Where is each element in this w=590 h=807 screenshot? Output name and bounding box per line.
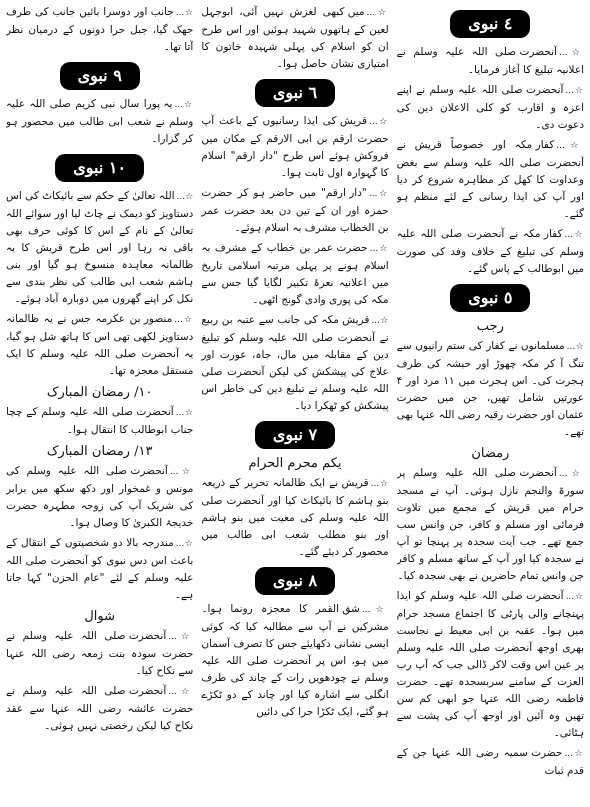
event-text: آنحضرت صلی اللہ علیہ وسلم کے چچا جناب ابوطالب کا انتقال ہوا۔ [6, 406, 194, 436]
section [397, 10, 584, 278]
month-heading: شوال [84, 609, 116, 624]
section [6, 384, 193, 439]
event-text: منصور بن عکرمہ جس نے یہ ظالمانہ دستاویز لکھی تھی اس کا ہاتھ شل ہو گیا، یہ آنحضرت صلی اللہ علیہ وسلم کا ایک مستقل معجزہ تھا۔ [6, 313, 194, 377]
star-icon: ☆... [564, 230, 584, 240]
event-text: قریش کی ایذا رسانیوں کے باعث آپ حضرت ارقم بن ابی الارقم کے مکان میں فروکش ہوئے اس طرح "دار ارقم" اسلام کا گہوارہ اول ثابت ہوا۔ [201, 115, 389, 179]
section [6, 62, 193, 148]
event-text: آنحضرت صلی اللہ علیہ وسلم کو ایذا پہنچانے والی پارٹی کا اجتماع مسجد حرام میں ہوا۔ عقبہ بن ابی معیط نے نجاست بھری اوجھ آنحضرت صلی اللہ علیہ وسلم پر عین اس وقت لاکر ڈالی جب کہ آپ رب العزت کے سامنے سربسجدہ تھے۔ حضرت فاطمہ رضی اللہ عنہا جو ابھی کم سن تھیں وہ آئیں اور اوجھ آپ کی پشت سے ہٹائی۔ [396, 590, 584, 739]
event-text: میں کبھی لغزش نہیں آئی، ابوجہل لعین کے ہاتھوں شہید ہوئیں اور اس طرح ان کو اسلام کی پہلی شہیدہ خاتون کا امتیازی نشان حاصل ہوا۔ [201, 6, 389, 70]
star-icon: ☆... [370, 479, 389, 489]
event-paragraph [6, 683, 193, 735]
month-heading: رجب [476, 319, 504, 334]
star-icon: ☆... [366, 8, 389, 18]
event-text: "دار ارقم" میں حاضر ہو کر حضرت حمزہ اور ان کے تین دن بعد حضرت عمر بن الخطاب مشرف بہ اسلام ہوئے۔ [201, 187, 389, 234]
event-paragraph [6, 96, 193, 148]
event-paragraph [6, 4, 193, 56]
event-paragraph [6, 311, 193, 380]
event-paragraph [6, 404, 193, 439]
star-icon: ☆... [361, 605, 389, 615]
star-icon: ☆... [175, 539, 194, 549]
event-text: قریش نے ایک ظالمانہ تحریر کے ذریعہ بنو ہاشم کا بائیکاٹ کیا اور آنحضرت صلی اللہ علیہ وسلم کی معیت میں بنو ہاشم اور بنو مطلب شعب ابی طالب میں محصور کر دیئے گئے۔ [201, 477, 389, 558]
event-text: مسلمانوں نے کفار کی ستم رانیوں سے تنگ آ کر مکہ چھوڑ اور حبشہ کی طرف ہجرت کی۔ اس ہجرت میں ۱۱ مرد اور ۴ عورتیں شامل تھیں، جن میں حضرت عثمان اور حضرت رقیہ رضی اللہ عنہا بھی تھے۔ [396, 340, 584, 438]
event-paragraph [397, 465, 584, 585]
event-text: قریش مکہ کی جانب سے عتبہ بن ربیع نے آنحضرت صلی اللہ علیہ وسلم کو تبلیغ دین کے مقابلہ میں مال، جاہ، عورت اور علاج کی پیشکش کی لیکن آنحضرت صلی اللہ علیہ وسلم نے تبلیغ دین کی خاطر اس پیشکش کو ٹھکرا دیا۔ [201, 314, 389, 412]
event-text: آنحضرت صلی اللہ علیہ وسلم نے حضرت عائشہ رضی اللہ عنہا سے عقد نکاح کیا لیکن رخصتی نہیں ہوئی۔ [6, 685, 194, 732]
year-badge-label: ٤ نبوی [450, 10, 530, 38]
star-icon: ☆... [168, 687, 194, 697]
star-icon: ☆... [556, 141, 584, 151]
column-1 [397, 4, 584, 803]
month-heading: یکم محرم الحرام [248, 456, 342, 471]
year-badge [201, 421, 388, 449]
year-badge [201, 567, 388, 595]
star-icon: ☆... [565, 86, 584, 96]
event-paragraph [201, 601, 388, 721]
year-badge-label: ٦ نبوی [255, 79, 335, 107]
event-paragraph [6, 463, 193, 532]
event-paragraph [6, 188, 193, 308]
event-text: آنحضرت صلی اللہ علیہ وسلم پر سورۃ والنجم نازل ہوئی۔ آپ نے مسجد حرام میں قریش کے مجمع میں تلاوت فرمائی اور مسلم و کافر، جن وانس سب جمع تھے۔ جب آیت سجدہ پر پہنچا تو آپ نے سجدہ کیا اور آپ کے ساتھ مسلم و کافر جن وانس تمام حاضرین نے بھی سجدہ کیا۔ [396, 467, 584, 582]
event-text: آنحضرت صلی اللہ علیہ وسلم نے حضرت سودہ بنت زمعہ رضی اللہ عنہا سے نکاح کیا۔ [6, 630, 194, 677]
year-badge-label: ٩ نبوی [60, 62, 140, 90]
star-icon: ☆... [174, 315, 194, 325]
star-icon: ☆... [369, 117, 389, 127]
event-paragraph [6, 628, 193, 680]
year-badge [6, 62, 193, 90]
star-icon: ☆... [558, 469, 584, 479]
event-paragraph [397, 745, 584, 780]
month-heading: ۱۳/ رمضان المبارک [46, 444, 153, 459]
section [6, 608, 193, 735]
star-icon: ☆... [168, 632, 194, 642]
section [201, 567, 388, 721]
year-badge [397, 10, 584, 38]
section [6, 154, 193, 380]
event-text: یہ پورا سال نبی کریم صلی اللہ علیہ وسلم نے شعب ابی طالب میں محصور ہو کر گزارا۔ [6, 98, 194, 145]
year-badge-label: ٧ نبوی [255, 421, 335, 449]
section [201, 421, 388, 561]
star-icon: ☆... [176, 192, 194, 202]
year-badge-label: ٥ نبوی [450, 284, 530, 312]
event-paragraph [397, 226, 584, 278]
year-badge-label: ١٠ نبوی [55, 154, 144, 182]
event-paragraph [397, 338, 584, 441]
year-badge-label: ٨ نبوی [255, 567, 335, 595]
star-icon: ☆... [368, 189, 389, 199]
event-paragraph [201, 185, 388, 237]
star-icon: ☆... [371, 316, 389, 326]
star-icon: ☆... [566, 342, 584, 352]
event-paragraph [397, 82, 584, 134]
star-icon: ☆... [564, 749, 584, 759]
year-badge [201, 79, 388, 107]
star-icon: ☆... [169, 467, 194, 477]
event-paragraph [201, 4, 388, 73]
event-text: شق القمر کا معجزہ رونما ہوا۔ مشرکین نے آپ سے مطالبہ کیا کہ کوئی ایسی نشانی دکھایئے جس کا تصرف آسمان میں ہو، اس پر آنحضرت صلی اللہ علیہ وسلم نے چودھویں رات کے چاند کی طرف انگلی سے اشارہ کیا اور چاند کے دو ٹکڑے ہو گئے، ایک ٹکڑا حرا کی دائیں [201, 603, 389, 718]
star-icon: ☆... [175, 8, 194, 18]
year-badge [397, 284, 584, 312]
event-text: اللہ تعالیٰ کے حکم سے بائیکاٹ کی اس دستاویز کو دیمک نے چاٹ لیا اور سوائے اللہ تعالیٰ کے نام کے اس کا کوئی حرف بھی باقی نہ رہا اور اس طرح قریش کا یہ ظالمانہ معاہدہ منسوخ ہو گیا اور بنی ہاشم شعب ابی طالب کی نظر بندی سے نکل کر اپنے گھروں میں دوبارہ آباد ہوئے۔ [6, 190, 194, 305]
event-text: مندرجہ بالا دو شخصیتوں کے انتقال کے باعث اس دس نبوی کو آنحضرت صلی اللہ علیہ وسلم کے لئے "عام الحزن" کہا جاتا ہے۔ [6, 537, 194, 601]
section [397, 284, 584, 441]
star-icon: ☆... [175, 408, 194, 418]
event-text: آنحضرت صلی اللہ علیہ وسلم نے اعلانیہ تبلیغ کا آغاز فرمایا۔ [396, 46, 584, 76]
event-paragraph [397, 588, 584, 742]
event-paragraph [201, 113, 388, 182]
column-3 [6, 4, 193, 803]
event-text: جانب اور دوسرا بائیں جانب کی طرف جھک گیا، جبل حرا دونوں کے درمیان نظر آتا تھا۔ [6, 6, 194, 53]
month-heading: رمضان [471, 446, 510, 461]
event-paragraph [6, 535, 193, 604]
event-paragraph [397, 137, 584, 223]
section [6, 4, 193, 56]
event-paragraph [397, 44, 584, 79]
column-2 [201, 4, 388, 803]
section [397, 445, 584, 780]
star-icon: ☆... [565, 592, 584, 602]
event-paragraph [201, 475, 388, 561]
section [6, 443, 193, 604]
event-text: آنحضرت صلی اللہ علیہ وسلم نے اپنے اعزہ و اقارب کو کلی الاعلان دین کی دعوت دی۔ [396, 84, 584, 131]
columns [6, 4, 584, 803]
section [201, 4, 388, 73]
event-text: حضرت عمر بن خطاب کے مشرف بہ اسلام ہونے پر پہلی مرتبہ اسلامی تاریخ میں اعلانیہ نعرۂ تکبیر لگایا گیا جس سے مکہ کی پوری وادی گونج اٹھی۔ [201, 242, 389, 306]
event-paragraph [201, 312, 388, 415]
star-icon: ☆... [558, 48, 584, 58]
event-text: کفار مکہ نے آنحضرت صلی اللہ علیہ وسلم کی تبلیغ کے خلاف وفد کی صورت میں ابوطالب کے پاس گئے۔ [396, 228, 584, 275]
month-heading: ۱۰/ رمضان المبارک [46, 385, 153, 400]
event-text: حضرت سمیہ رضی اللہ عنہا جن کے قدم ثبات [396, 747, 584, 777]
event-paragraph [201, 240, 388, 309]
event-text: کفار مکہ اور خصوصاً قریش نے آنحضرت صلی اللہ علیہ وسلم سے بغض وعداوت کا کھل کر مظاہرہ شروع کر دیا اور آپ کی ایذا رسانی کے لئے منظم ہو گئے۔ [396, 139, 584, 220]
star-icon: ☆... [174, 100, 194, 110]
year-badge [6, 154, 193, 182]
event-text: آنحضرت صلی اللہ علیہ وسلم کی مونس و غمخوار اور دکھ سکھ میں برابر کی شریک آپ کی زوجہ مطہرہ حضرت خدیجۃ الکبریٰ کا وصال ہوا۔ [6, 465, 194, 529]
star-icon: ☆... [369, 244, 389, 254]
section [201, 79, 388, 415]
